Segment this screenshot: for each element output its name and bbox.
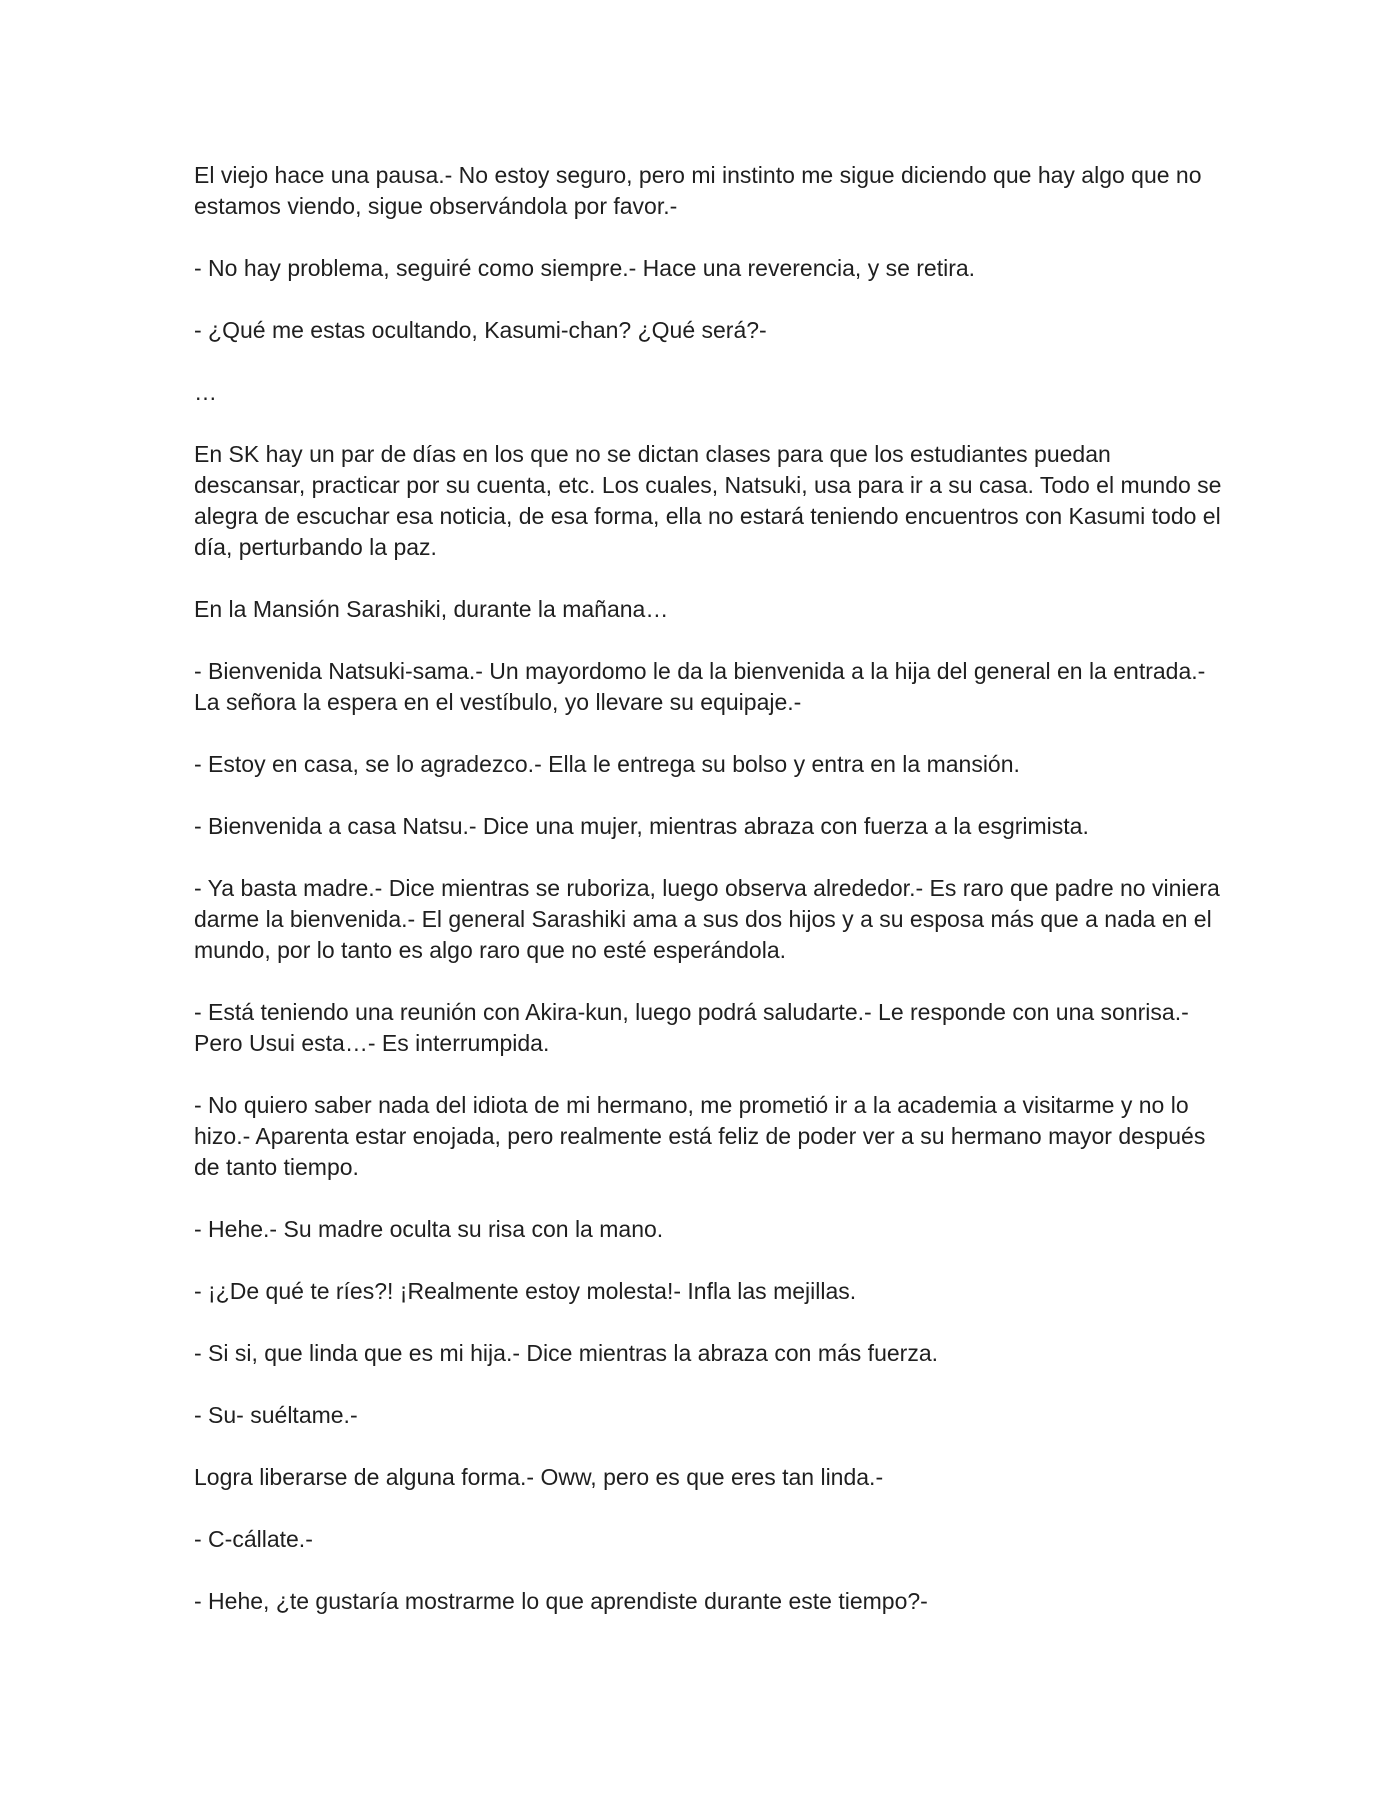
- paragraph: - No hay problema, seguiré como siempre.- Hace una reverencia, y se retira.: [194, 255, 976, 281]
- paragraph: - Hehe, ¿te gustaría mostrarme lo que aprendiste durante este tiempo?-: [194, 1588, 928, 1614]
- paragraph: - Bienvenida a casa Natsu.- Dice una mujer, mientras abraza con fuerza a la esgrimista.: [194, 813, 1089, 839]
- paragraph: - C-cállate.-: [194, 1526, 313, 1552]
- paragraph: El viejo hace una pausa.- No estoy seguro, pero mi instinto me sigue diciendo que hay algo que no estamos viendo, sigue observándola por favor.-: [194, 162, 1202, 219]
- paragraph: - ¿Qué me estas ocultando, Kasumi-chan? ¿Qué será?-: [194, 317, 767, 343]
- paragraph: - Hehe.- Su madre oculta su risa con la mano.: [194, 1216, 664, 1242]
- paragraph: En SK hay un par de días en los que no se dictan clases para que los estudiantes puedan descansar, practicar por su cuenta, etc. Los cuales, Natsuki, usa para ir a su casa. Todo el mundo se alegra de escuchar esa noticia, de esa forma, ella no estará teniendo encuentros con Kasumi todo el día, perturbando la paz.: [194, 441, 1222, 560]
- paragraph: - Su- suéltame.-: [194, 1402, 358, 1428]
- paragraph: - Está teniendo una reunión con Akira-kun, luego podrá saludarte.- Le responde con una sonrisa.- Pero Usui esta…- Es interrumpida.: [194, 999, 1189, 1056]
- paragraph: - No quiero saber nada del idiota de mi hermano, me prometió ir a la academia a visitarme y no lo hizo.- Aparenta estar enojada, pero realmente está feliz de poder ver a su hermano mayor después de tanto tiempo.: [194, 1092, 1206, 1180]
- paragraph: - Ya basta madre.- Dice mientras se ruboriza, luego observa alrededor.- Es raro que padre no viniera darme la bienvenida.- El general Sarashiki ama a sus dos hijos y a su esposa más que a nada en el mundo, por lo tanto es algo raro que no esté esperándola.: [194, 875, 1220, 963]
- paragraph: - Si si, que linda que es mi hija.- Dice mientras la abraza con más fuerza.: [194, 1340, 938, 1366]
- paragraph: Logra liberarse de alguna forma.- Oww, pero es que eres tan linda.-: [194, 1464, 884, 1490]
- paragraph: - Bienvenida Natsuki-sama.- Un mayordomo le da la bienvenida a la hija del general en la entrada.- La señora la espera en el vestíbulo, yo llevare su equipaje.-: [194, 658, 1206, 715]
- paragraph: …: [194, 379, 217, 405]
- paragraph: En la Mansión Sarashiki, durante la mañana…: [194, 596, 669, 622]
- paragraph: - Estoy en casa, se lo agradezco.- Ella le entrega su bolso y entra en la mansión.: [194, 751, 1020, 777]
- document-body: [194, 160, 1224, 1648]
- paragraph: - ¡¿De qué te ríes?! ¡Realmente estoy molesta!- Infla las mejillas.: [194, 1278, 857, 1304]
